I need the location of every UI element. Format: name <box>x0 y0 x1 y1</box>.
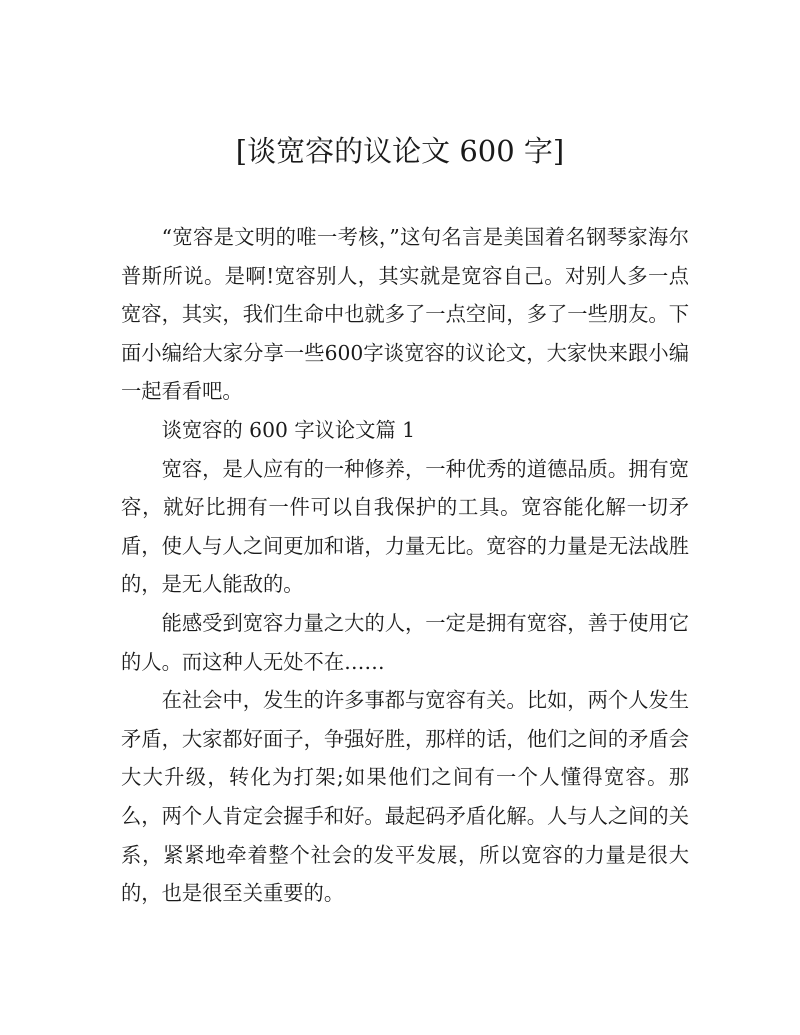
document-title: [谈宽容的议论文 600 字] <box>235 134 565 168</box>
intro-paragraph: “宽容是文明的唯一考核，”这句名言是美国着名钢琴家海尔普斯所说。是啊!宽容别人，其实就是宽容自己。对别人多一点宽容，其实，我们生命中也就多了一点空间，多了一些朋友。下面小编给大家分享一些600字谈宽容的议论文，大家快来跟小编一起看看吧。 <box>121 225 689 404</box>
body-paragraph-1: 宽容，是人应有的一种修养，一种优秀的道德品质。拥有宽容，就好比拥有一件可以自我保护的工具。宽容能化解一切矛盾，使人与人之间更加和谐，力量无比。宽容的力量是无法战胜的，是无人能敌的。 <box>121 456 689 597</box>
body-paragraph-3: 在社会中，发生的许多事都与宽容有关。比如，两个人发生矛盾，大家都好面子，争强好胜，那样的话，他们之间的矛盾会大大升级，转化为打架;如果他们之间有一个人懂得宽容。那么，两个人肯定会握手和好。最起码矛盾化解。人与人之间的关系，紧紧地牵着整个社会的发平发展，所以宽容的力量是很大的，也是很至关重要的。 <box>121 688 689 906</box>
document-body <box>121 218 689 913</box>
section-heading: 谈宽容的 600 字议论文篇 1 <box>161 417 416 442</box>
body-paragraph-2: 能感受到宽容力量之大的人，一定是拥有宽容，善于使用它的人。而这种人无处不在…… <box>121 610 689 674</box>
